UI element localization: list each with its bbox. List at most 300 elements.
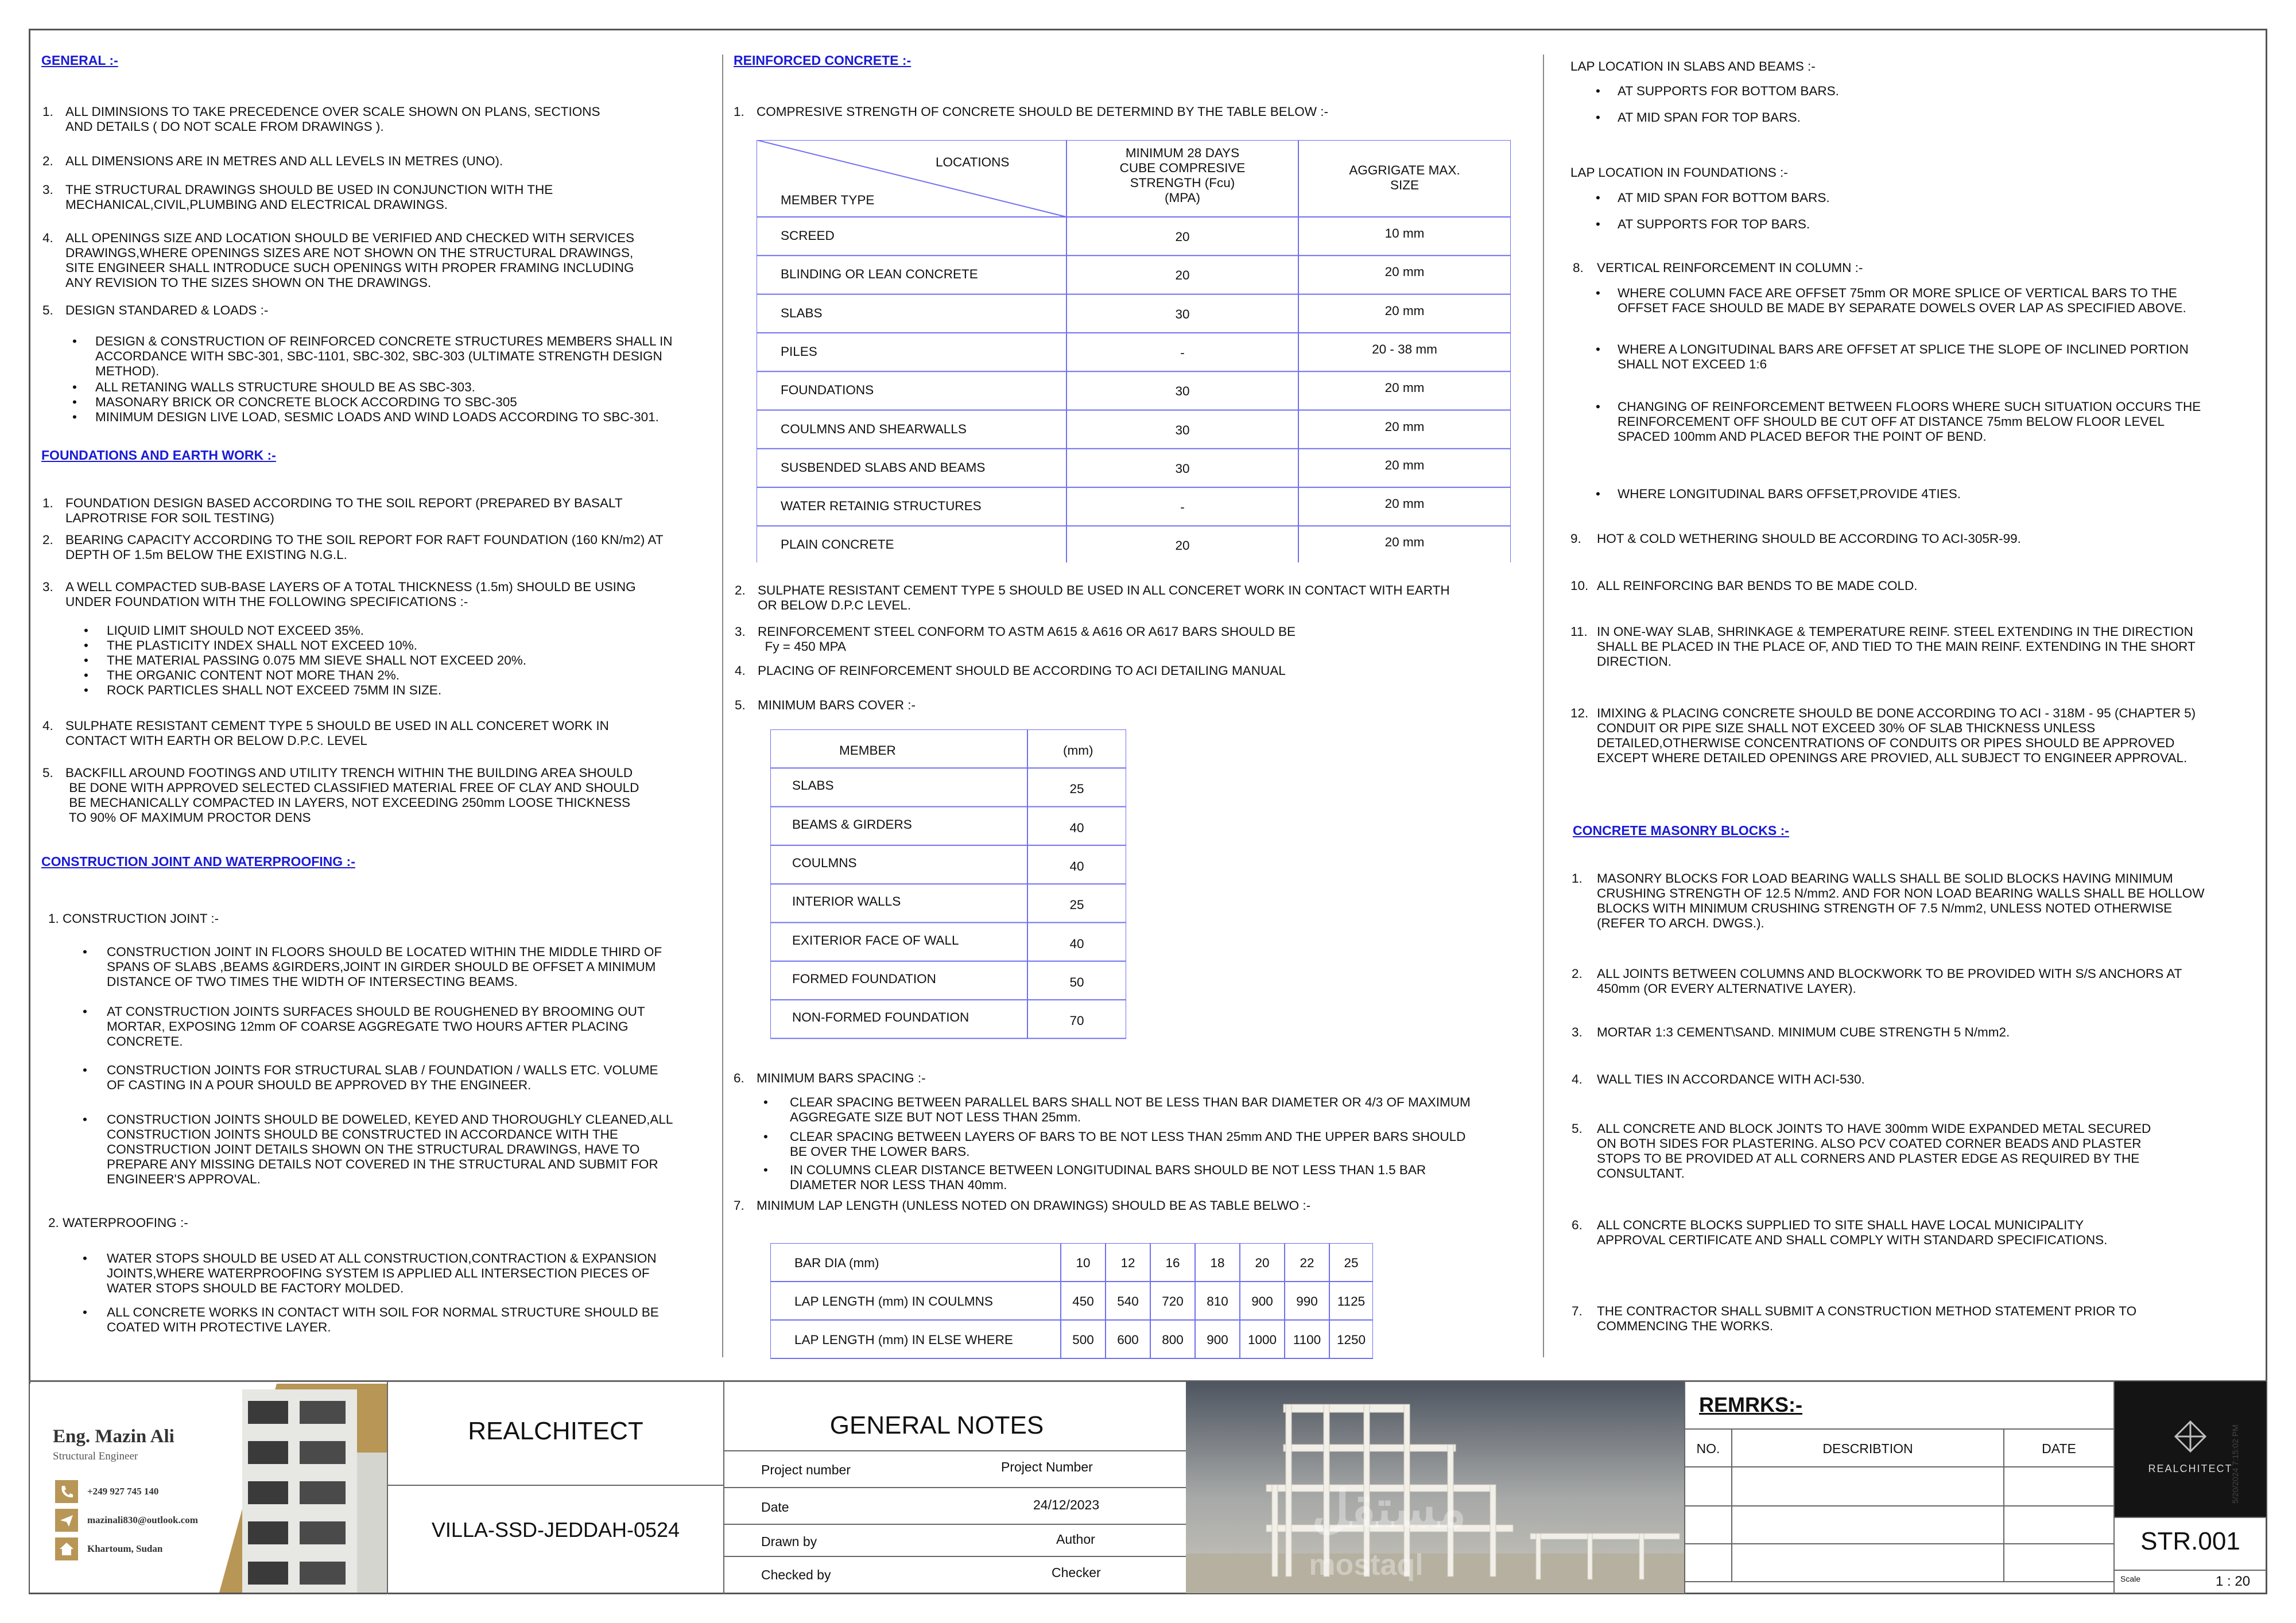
item-number: 3. — [735, 624, 746, 639]
member-type-cell: COULMNS AND SHEARWALLS — [781, 421, 967, 436]
item-number: 2. — [1572, 966, 1583, 981]
lap-row-label: BAR DIA (mm) — [794, 1256, 879, 1270]
item-text: MINIMUM BARS COVER :- — [758, 698, 916, 712]
right-notes-column — [1570, 53, 2259, 1356]
bullet-text: MINIMUM DESIGN LIVE LOAD, SESMIC LOADS AND WIND LOADS ACCORDING TO SBC-301. — [95, 410, 659, 424]
item-number: 11. — [1570, 624, 1588, 639]
item-text: WALL TIES IN ACCORDANCE WITH ACI-530. — [1597, 1072, 1865, 1086]
item-text: BEARING CAPACITY ACCORDING TO THE SOIL REPORT FOR RAFT FOUNDATION (160 KN/m2) AT — [65, 533, 664, 547]
bullet-dot: • — [1596, 399, 1600, 414]
lap-value-cell: 16 — [1165, 1256, 1180, 1270]
project-code: VILLA-SSD-JEDDAH-0524 — [431, 1518, 680, 1542]
item-text: CONDUIT OR PIPE SIZE SHALL NOT EXCEED 30% OF SLAB THICKNESS UNLESS — [1597, 721, 2096, 735]
bullet-dot: • — [83, 1063, 87, 1077]
bullet-dot: • — [83, 945, 87, 959]
bullet-text: CLEAR SPACING BETWEEN PARALLEL BARS SHALL NOT BE LESS THAN BAR DIAMETER OR 4/3 OF MAXIMUM — [790, 1095, 1471, 1109]
item-number: 6. — [734, 1071, 744, 1085]
cover-member-cell: EXITERIOR FACE OF WALL — [792, 933, 959, 948]
header-strength-line: CUBE COMPRESIVE — [1119, 161, 1246, 175]
lap-value-cell: 1000 — [1247, 1333, 1277, 1347]
item-text: MINIMUM BARS SPACING :- — [757, 1071, 926, 1085]
item-number: 4. — [42, 231, 53, 245]
project-number-label: Project number — [761, 1462, 851, 1477]
lap-value-cell: 22 — [1300, 1256, 1314, 1270]
cover-header-mm: (mm) — [1063, 743, 1093, 758]
item-number: 2. — [735, 583, 746, 597]
bullet-text: OF CASTING IN A POUR SHOULD BE APPROVED BY THE ENGINEER. — [107, 1078, 532, 1092]
bullet-text: AT MID SPAN FOR TOP BARS. — [1618, 110, 1801, 125]
engineer-location: Khartoum, Sudan — [87, 1543, 163, 1554]
bullet-text: CLEAR SPACING BETWEEN LAYERS OF BARS TO BE NOT LESS THAN 25mm AND THE UPPER BARS SHOULD — [790, 1129, 1466, 1144]
aggregate-cell: 20 mm — [1384, 380, 1425, 395]
engineer-role: Structural Engineer — [53, 1450, 138, 1462]
fcu-cell: 30 — [1175, 422, 1190, 437]
item-text: BE DONE WITH APPROVED SELECTED CLASSIFIED MATERIAL FREE OF CLAY AND SHOULD — [65, 781, 639, 795]
item-text: MORTAR 1:3 CEMENT\SAND. MINIMUM CUBE STRENGTH 5 N/mm2. — [1597, 1025, 2010, 1039]
divider — [724, 1487, 1186, 1488]
bullet-text: IN COLUMNS CLEAR DISTANCE BETWEEN LONGITUDINAL BARS SHOULD BE NOT LESS THAN 1.5 BAR — [790, 1163, 1426, 1177]
remarks-col-date: DATE — [2042, 1441, 2076, 1456]
bullet-text: WATER STOPS SHOULD BE FACTORY MOLDED. — [107, 1281, 404, 1295]
watermark-latin: mostaql — [1309, 1548, 1424, 1582]
cover-mm-cell: 40 — [1069, 820, 1084, 835]
item-text: ALL REINFORCING BAR BENDS TO BE MADE COLD. — [1597, 578, 1918, 593]
masonry-heading: CONCRETE MASONRY BLOCKS :- — [1573, 823, 1789, 838]
item-number: 1. — [734, 104, 744, 119]
divider — [387, 1380, 388, 1594]
item-number: 5. — [42, 303, 53, 317]
item-number: 2. — [42, 533, 53, 547]
item-text: APPROVAL CERTIFICATE AND SHALL COMPLY WITH STANDARD SPECIFICATIONS. — [1597, 1233, 2108, 1247]
bullet-text: SPANS OF SLABS ,BEAMS &GIRDERS,JOINT IN GIRDER SHOULD BE OFFSET A MINIMUM — [107, 960, 656, 974]
item-number: 6. — [1572, 1218, 1583, 1232]
cover-header-member: MEMBER — [839, 743, 896, 758]
bullet-text: OFFSET FACE SHOULD BE MADE BY SEPARATE DOWELS OVER LAP AS SPECIFIED ABOVE. — [1618, 301, 2186, 315]
item-number: 1. — [1572, 871, 1583, 886]
lap-value-cell: 500 — [1072, 1333, 1094, 1347]
header-aggregate-line: AGGRIGATE MAX. — [1349, 163, 1460, 177]
item-text: ALL CONCRTE BLOCKS SUPPLIED TO SITE SHALL HAVE LOCAL MUNICIPALITY — [1597, 1218, 2084, 1232]
item-text: DIRECTION. — [1597, 654, 1672, 669]
item-text: LAPROTRISE FOR SOIL TESTING) — [65, 511, 274, 525]
item-text: DESIGN STANDARED & LOADS :- — [65, 303, 269, 317]
home-icon — [55, 1537, 78, 1560]
watermark: مستقل — [1312, 1481, 1467, 1538]
bullet-dot: • — [72, 395, 77, 409]
member-type-cell: PILES — [781, 344, 817, 359]
divider — [1684, 1380, 1685, 1594]
cover-table-grid — [770, 729, 1126, 1039]
item-number: 3. — [42, 580, 53, 594]
item-number: 10. — [1570, 578, 1589, 593]
cover-mm-cell: 50 — [1069, 974, 1084, 989]
bullet-dot: • — [83, 1004, 87, 1019]
project-number-value: Project Number — [1001, 1459, 1093, 1474]
divider — [724, 1556, 1186, 1557]
bullet-text: JOINTS,WHERE WATERPROOFING SYSTEM IS APPLIED ALL INTERSECTION PIECES OF — [107, 1266, 650, 1280]
fcu-cell: 20 — [1175, 268, 1190, 283]
item-text: 450mm (OR EVERY ALTERNATIVE LAYER). — [1597, 981, 1856, 996]
fcu-cell: 30 — [1175, 461, 1190, 476]
item-text: ALL JOINTS BETWEEN COLUMNS AND BLOCKWORK TO BE PROVIDED WITH S/S ANCHORS AT — [1597, 966, 2182, 981]
bullet-dot: • — [84, 653, 88, 667]
bullet-text: METHOD). — [95, 364, 160, 378]
bullet-text: ENGINEER'S APPROVAL. — [107, 1172, 261, 1186]
cover-mm-cell: 40 — [1069, 936, 1084, 951]
aggregate-cell: 20 - 38 mm — [1372, 341, 1437, 356]
bullet-dot: • — [1596, 191, 1600, 205]
lap-value-cell: 1100 — [1293, 1333, 1321, 1347]
construction-heading: CONSTRUCTION JOINT AND WATERPROOFING :- — [41, 854, 355, 869]
column-divider — [722, 55, 723, 1357]
lap-value-cell: 900 — [1251, 1294, 1273, 1309]
date-value: 24/12/2023 — [1033, 1497, 1100, 1512]
item-text: MASONRY BLOCKS FOR LOAD BEARING WALLS SHALL BE SOLID BLOCKS HAVING MINIMUM — [1597, 871, 2173, 886]
item-text: HOT & COLD WETHERING SHOULD BE ACCORDING TO ACI-305R-99. — [1597, 531, 2021, 546]
engineer-card — [30, 1384, 387, 1593]
item-text: REINFORCEMENT STEEL CONFORM TO ASTM A615 & A616 OR A617 BARS SHOULD BE — [758, 624, 1296, 639]
item-text: FOUNDATION DESIGN BASED ACCORDING TO THE SOIL REPORT (PREPARED BY BASALT — [65, 496, 623, 510]
item-text: ALL DIMINSIONS TO TAKE PRECEDENCE OVER SCALE SHOWN ON PLANS, SECTIONS — [65, 104, 600, 119]
divider — [388, 1485, 723, 1486]
bullet-text: DESIGN & CONSTRUCTION OF REINFORCED CONCRETE STRUCTURES MEMBERS SHALL IN — [95, 334, 673, 348]
bullet-text: CONCRETE. — [107, 1034, 183, 1049]
company-logo — [2115, 1381, 2266, 1517]
item-text: ANY REVISION TO THE SIZES SHOWN ON THE DRAWINGS. — [65, 275, 432, 290]
item-text: SULPHATE RESISTANT CEMENT TYPE 5 SHOULD BE USED IN ALL CONCERET WORK IN — [65, 719, 609, 733]
item-text: SITE ENGINEER SHALL INTRODUCE SUCH OPENINGS WITH PROPER FRAMING INCLUDING — [65, 261, 634, 275]
scale-label: Scale — [2120, 1574, 2141, 1583]
aggregate-cell: 20 mm — [1384, 265, 1425, 279]
item-text: THE CONTRACTOR SHALL SUBMIT A CONSTRUCTION METHOD STATEMENT PRIOR TO — [1597, 1304, 2137, 1318]
item-number: 1. — [42, 104, 53, 119]
item-text: CONTACT WITH EARTH OR BELOW D.P.C. LEVEL — [65, 733, 367, 748]
item-number: 1. — [42, 496, 53, 510]
bullet-text: AT MID SPAN FOR BOTTOM BARS. — [1618, 191, 1830, 205]
cover-member-cell: SLABS — [792, 778, 834, 793]
fcu-cell: 20 — [1175, 230, 1190, 244]
lap-value-cell: 450 — [1072, 1294, 1094, 1309]
item-text: VERTICAL REINFORCEMENT IN COLUMN :- — [1597, 261, 1863, 275]
item-number: 12. — [1570, 706, 1589, 720]
cover-mm-cell: 25 — [1069, 782, 1084, 797]
sheet-number: STR.001 — [2140, 1527, 2240, 1555]
remarks-title: REMRKS:- — [1699, 1393, 1802, 1416]
reinforced-heading: REINFORCED CONCRETE :- — [734, 53, 912, 68]
item-text: AND DETAILS ( DO NOT SCALE FROM DRAWINGS ). — [65, 119, 384, 134]
bullet-dot: • — [83, 1305, 87, 1319]
bullet-text: MORTAR, EXPOSING 12mm OF COARSE AGGREGATE TWO HOURS AFTER PLACING — [107, 1019, 629, 1034]
item-text: STOPS TO BE PROVIDED AT ALL CORNERS AND PLASTER EDGE AS REQUIRED BY THE — [1597, 1151, 2140, 1166]
bullet-text: REINFORCEMENT OFF SHOULD BE CUT OFF AT DISTANCE 75mm BELOW FLOOR LEVEL — [1618, 414, 2165, 429]
fcu-cell: - — [1180, 500, 1185, 515]
title-block — [29, 1380, 2267, 1594]
lap-value-cell: 1125 — [1337, 1294, 1366, 1309]
item-text: UNDER FOUNDATION WITH THE FOLLOWING SPECIFICATIONS :- — [65, 595, 468, 609]
header-strength-line: MINIMUM 28 DAYS — [1125, 146, 1240, 160]
item-text: CRUSHING STRENGTH OF 12.5 N/mm2. AND FOR NON LOAD BEARING WALLS SHALL BE HOLLOW — [1597, 886, 2205, 900]
bullet-text: THE PLASTICITY INDEX SHALL NOT EXCEED 10%. — [107, 638, 417, 653]
bullet-text: WATER STOPS SHOULD BE USED AT ALL CONSTRUCTION,CONTRACTION & EXPANSION — [107, 1251, 657, 1265]
bullet-text: THE ORGANIC CONTENT NOT MORE THAN 2%. — [107, 668, 400, 682]
company-name: REALCHITECT — [468, 1417, 643, 1445]
item-number: 8. — [1573, 261, 1584, 275]
general-notes-column — [41, 53, 713, 1356]
title-block-top-rule — [29, 1380, 2267, 1382]
logo-mark-icon — [2115, 1381, 2266, 1517]
item-text: DRAWINGS,WHERE OPENINGS SIZES ARE NOT SHOWN ON THE STRUCTURAL DRAWINGS, — [65, 246, 634, 260]
item-text: COMPRESIVE STRENGTH OF CONCRETE SHOULD BE DETERMIND BY THE TABLE BELOW :- — [757, 104, 1328, 119]
bullet-dot: • — [72, 380, 77, 394]
bullet-text: CONSTRUCTION JOINTS SHOULD BE DOWELED, KEYED AND THOROUGHLY CLEANED,ALL — [107, 1112, 673, 1127]
cover-mm-cell: 70 — [1069, 1014, 1084, 1028]
item-text: SHALL BE PLACED IN THE PLACE OF, AND TIED TO THE MAIN REINF. EXTENDING IN THE SHORT — [1597, 639, 2196, 654]
bullet-text: ACCORDANCE WITH SBC-301, SBC-1101, SBC-302, SBC-303 (ULTIMATE STRENGTH DESIGN — [95, 349, 662, 363]
bullet-dot: • — [763, 1163, 768, 1177]
engineer-name: Eng. Mazin Ali — [53, 1426, 174, 1447]
bullet-dot: • — [1596, 110, 1600, 125]
item-text: ALL OPENINGS SIZE AND LOCATION SHOULD BE VERIFIED AND CHECKED WITH SERVICES — [65, 231, 635, 245]
divider — [2115, 1570, 2266, 1571]
bullet-dot: • — [83, 1251, 87, 1265]
bullet-text: AGGREGATE SIZE BUT NOT LESS THAN 25mm. — [790, 1110, 1081, 1124]
item-number: 5. — [1572, 1121, 1583, 1136]
lap-foundations-title: LAP LOCATION IN FOUNDATIONS :- — [1570, 165, 1788, 180]
cover-member-cell: INTERIOR WALLS — [792, 894, 901, 909]
bullet-text: PREPARE ANY MISSING DETAILS NOT COVERED IN THE STRUCTURAL AND SUBMIT FOR — [107, 1157, 658, 1171]
bullet-dot: • — [72, 410, 77, 424]
building-illustration — [30, 1384, 387, 1593]
member-type-cell: BLINDING OR LEAN CONCRETE — [781, 267, 978, 282]
member-type-cell: PLAIN CONCRETE — [781, 537, 894, 552]
item-text: MINIMUM LAP LENGTH (UNLESS NOTED ON DRAWINGS) SHOULD BE AS TABLE BELWO :- — [757, 1198, 1311, 1213]
bullet-text: CONSTRUCTION JOINTS FOR STRUCTURAL SLAB / FOUNDATION / WALLS ETC. VOLUME — [107, 1063, 658, 1077]
bullet-text: SPACED 100mm AND PLACED BEFOR THE POINT OF BEND. — [1618, 429, 1987, 444]
lap-value-cell: 540 — [1117, 1294, 1139, 1309]
fcu-cell: 20 — [1175, 538, 1190, 553]
bullet-text: WHERE A LONGITUDINAL BARS ARE OFFSET AT SPLICE THE SLOPE OF INCLINED PORTION — [1618, 342, 2189, 356]
item-text: CONSULTANT. — [1597, 1166, 1685, 1181]
bullet-text: ROCK PARTICLES SHALL NOT EXCEED 75MM IN SIZE. — [107, 683, 442, 697]
bullet-text: SHALL NOT EXCEED 1:6 — [1618, 357, 1767, 371]
lap-value-cell: 25 — [1344, 1256, 1359, 1270]
member-type-cell: FOUNDATIONS — [781, 383, 874, 398]
item-number: 5. — [735, 698, 746, 712]
bullet-dot: • — [84, 668, 88, 682]
bullet-text: LIQUID LIMIT SHOULD NOT EXCEED 35%. — [107, 623, 364, 638]
lap-value-cell: 12 — [1120, 1256, 1135, 1270]
bullet-dot: • — [83, 1112, 87, 1127]
item-text: EXCEPT WHERE DETAILED OPENINGS ARE PROVIED, ALL SUBJECT TO ENGINEER APPROVAL. — [1597, 751, 2188, 765]
lap-row-label: LAP LENGTH (mm) IN ELSE WHERE — [794, 1333, 1013, 1347]
item-number: 7. — [1572, 1304, 1583, 1318]
member-type-cell: SUSBENDED SLABS AND BEAMS — [781, 460, 986, 475]
phone-icon — [55, 1480, 78, 1503]
lap-value-cell: 800 — [1162, 1333, 1184, 1347]
bullet-dot: • — [84, 623, 88, 638]
item-number: 2. — [42, 154, 53, 168]
item-number: 9. — [1570, 531, 1581, 546]
bullet-dot: • — [763, 1095, 768, 1109]
item-text: BACKFILL AROUND FOOTINGS AND UTILITY TRENCH WITHIN THE BUILDING AREA SHOULD — [65, 766, 633, 780]
bullet-text: COATED WITH PROTECTIVE LAYER. — [107, 1320, 331, 1334]
bullet-dot: • — [84, 683, 88, 697]
cover-mm-cell: 40 — [1069, 859, 1084, 873]
item-number: 5. — [42, 766, 53, 780]
aggregate-cell: 20 mm — [1384, 457, 1425, 472]
item-text: BLOCKS WITH MINIMUM CRUSHING STRENGTH OF 7.5 N/mm2, UNLESS NOTED OTHERWISE — [1597, 901, 2173, 915]
date-label: Date — [761, 1500, 789, 1515]
item-number: 7. — [734, 1198, 744, 1213]
divider — [1685, 1466, 2113, 1467]
bullet-text: CONSTRUCTION JOINT IN FLOORS SHOULD BE LOCATED WITHIN THE MIDDLE THIRD OF — [107, 945, 662, 959]
member-type-cell: SLABS — [781, 305, 823, 320]
header-strength-line: (MPA) — [1164, 191, 1201, 205]
item-number: 4. — [735, 663, 746, 678]
divider — [724, 1524, 1186, 1525]
cover-mm-cell: 25 — [1069, 898, 1084, 913]
checked-by-label: Checked by — [761, 1567, 831, 1582]
item-text: A WELL COMPACTED SUB-BASE LAYERS OF A TOTAL THICKNESS (1.5m) SHOULD BE USING — [65, 580, 636, 594]
divider — [1685, 1428, 2113, 1430]
bullet-text: DISTANCE OF TWO TIMES THE WIDTH OF INTERSECTING BEAMS. — [107, 974, 518, 989]
lap-value-cell: 20 — [1255, 1256, 1270, 1270]
bullet-text: AT SUPPORTS FOR BOTTOM BARS. — [1618, 84, 1839, 98]
bullet-text: MASONARY BRICK OR CONCRETE BLOCK ACCORDING TO SBC-305 — [95, 395, 517, 409]
item-text: ALL CONCRETE AND BLOCK JOINTS TO HAVE 300mm WIDE EXPANDED METAL SECURED — [1597, 1121, 2151, 1136]
lap-value-cell: 810 — [1207, 1294, 1228, 1309]
item-text: IN ONE-WAY SLAB, SHRINKAGE & TEMPERATURE REINF. STEEL EXTENDING IN THE DIRECTION — [1597, 624, 2193, 639]
bullet-text: CONSTRUCTION JOINT DETAILS SHOWN ON THE STRUCTURAL DRAWINGS, HAVE TO — [107, 1142, 640, 1156]
item-text: THE STRUCTURAL DRAWINGS SHOULD BE USED IN CONJUNCTION WITH THE — [65, 183, 553, 197]
cover-member-cell: FORMED FOUNDATION — [792, 971, 936, 986]
bullet-dot: • — [1596, 342, 1600, 356]
checked-by-value: Checker — [1052, 1565, 1101, 1580]
waterproofing-title: 2. WATERPROOFING :- — [48, 1216, 188, 1230]
bullet-text: ALL CONCRETE WORKS IN CONTACT WITH SOIL FOR NORMAL STRUCTURE SHOULD BE — [107, 1305, 659, 1319]
member-type-cell: SCREED — [781, 228, 835, 243]
lap-row-label: LAP LENGTH (mm) IN COULMNS — [794, 1294, 993, 1309]
bullet-dot: • — [84, 638, 88, 653]
item-text: DETAILED,OTHERWISE CONCENTRATIONS OF CONDUITS OR PIPES SHOULD BE APPROVED — [1597, 736, 2175, 750]
item-text: ON BOTH SIDES FOR PLASTERING. ALSO PCV COATED CORNER BEADS AND PLASTER — [1597, 1136, 2142, 1151]
cover-member-cell: COULMNS — [792, 855, 857, 870]
print-timestamp: 5/20/2024 7:15:02 PM — [2231, 1424, 2240, 1504]
lap-value-cell: 720 — [1162, 1294, 1184, 1309]
logo-text: REALCHITECT — [2148, 1463, 2233, 1474]
bullet-dot: • — [1596, 286, 1600, 300]
sheet-title: GENERAL NOTES — [829, 1411, 1044, 1439]
divider — [1685, 1543, 2113, 1544]
item-text: MECHANICAL,CIVIL,PLUMBING AND ELECTRICAL DRAWINGS. — [65, 197, 448, 212]
lap-value-cell: 10 — [1076, 1256, 1091, 1270]
remarks-col-no: NO. — [1696, 1441, 1720, 1456]
divider — [724, 1450, 1186, 1451]
lap-value-cell: 18 — [1210, 1256, 1225, 1270]
aggregate-cell: 10 mm — [1384, 226, 1425, 240]
bullet-text: CHANGING OF REINFORCEMENT BETWEEN FLOORS WHERE SUCH SITUATION OCCURS THE — [1618, 399, 2201, 414]
header-locations: LOCATIONS — [936, 155, 1010, 169]
foundations-heading: FOUNDATIONS AND EARTH WORK :- — [41, 448, 276, 463]
lap-value-cell: 1250 — [1336, 1333, 1366, 1347]
aggregate-cell: 20 mm — [1384, 303, 1425, 318]
compressive-strength-table — [757, 140, 1511, 562]
item-text: IMIXING & PLACING CONCRETE SHOULD BE DONE ACCORDING TO ACI - 318M - 95 (CHAPTER 5) — [1597, 706, 2196, 720]
structure-render — [1186, 1381, 1684, 1593]
drawn-by-label: Drawn by — [761, 1534, 817, 1549]
remarks-col-description: DESCRIBTION — [1822, 1441, 1913, 1456]
bullet-text: AT SUPPORTS FOR TOP BARS. — [1618, 217, 1810, 231]
bullet-dot: • — [1596, 84, 1600, 98]
reinforced-concrete-column — [734, 53, 1537, 1361]
header-member-type: MEMBER TYPE — [781, 193, 875, 207]
divider — [2115, 1517, 2266, 1518]
header-aggregate — [1298, 163, 1511, 193]
aggregate-cell: 20 mm — [1384, 535, 1425, 550]
bullet-text: WHERE COLUMN FACE ARE OFFSET 75mm OR MORE SPLICE OF VERTICAL BARS TO THE — [1618, 286, 2177, 300]
lap-value-cell: 900 — [1207, 1333, 1228, 1347]
bullet-dot: • — [1596, 487, 1600, 501]
engineer-phone: +249 927 745 140 — [87, 1486, 159, 1497]
item-text: DEPTH OF 1.5m BELOW THE EXISTING N.G.L. — [65, 548, 347, 562]
bullet-dot: • — [1596, 217, 1600, 231]
bullet-text: WHERE LONGITUDINAL BARS OFFSET,PROVIDE 4TIES. — [1618, 487, 1961, 501]
header-strength-line: STRENGTH (Fcu) — [1130, 176, 1235, 190]
divider — [1685, 1581, 2113, 1582]
bullet-text: ALL RETANING WALLS STRUCTURE SHOULD BE AS SBC-303. — [95, 380, 475, 394]
email-icon — [55, 1509, 78, 1532]
lap-length-table — [770, 1243, 1373, 1359]
item-text: BE MECHANICALLY COMPACTED IN LAYERS, NOT EXCEEDING 250mm LOOSE THICKNESS — [65, 795, 630, 810]
bullet-text: DIAMETER NOR LESS THAN 40mm. — [790, 1178, 1007, 1192]
bullet-dot: • — [763, 1129, 768, 1144]
cover-member-cell: NON-FORMED FOUNDATION — [792, 1010, 969, 1025]
general-heading: GENERAL :- — [41, 53, 118, 68]
aggregate-cell: 20 mm — [1384, 419, 1425, 434]
bullet-text: AT CONSTRUCTION JOINTS SURFACES SHOULD BE ROUGHENED BY BROOMING OUT — [107, 1004, 645, 1019]
cover-member-cell: BEAMS & GIRDERS — [792, 817, 912, 832]
item-number: 4. — [1572, 1072, 1583, 1086]
item-text: SULPHATE RESISTANT CEMENT TYPE 5 SHOULD BE USED IN ALL CONCERET WORK IN CONTACT WITH EARTH — [758, 583, 1450, 597]
lap-value-cell: 600 — [1117, 1333, 1139, 1347]
lap-slabs-title: LAP LOCATION IN SLABS AND BEAMS :- — [1570, 59, 1816, 73]
aggregate-cell: 20 mm — [1384, 496, 1425, 511]
fcu-cell: 30 — [1175, 306, 1190, 321]
item-number: 3. — [1572, 1025, 1583, 1039]
item-text: OR BELOW D.P.C LEVEL. — [758, 598, 912, 612]
bullet-text: THE MATERIAL PASSING 0.075 MM SIEVE SHALL NOT EXCEED 20%. — [107, 653, 527, 667]
bars-cover-table — [770, 729, 1126, 1039]
member-type-cell: WATER RETAINIG STRUCTURES — [781, 499, 982, 514]
item-number: 4. — [42, 719, 53, 733]
item-number: 3. — [42, 183, 53, 197]
scale-value: 1 : 20 — [2216, 1574, 2251, 1589]
bullet-text: BE OVER THE LOWER BARS. — [790, 1144, 970, 1159]
drawn-by-value: Author — [1056, 1532, 1095, 1547]
item-text: Fy = 450 MPA — [758, 639, 847, 654]
lap-value-cell: 990 — [1296, 1294, 1318, 1309]
item-text: (REFER TO ARCH. DWGS.). — [1597, 916, 1764, 930]
fcu-cell: - — [1180, 345, 1185, 360]
item-text: ALL DIMENSIONS ARE IN METRES AND ALL LEVELS IN METRES (UNO). — [65, 154, 503, 168]
item-text: TO 90% OF MAXIMUM PROCTOR DENS — [65, 810, 311, 825]
item-text: COMMENCING THE WORKS. — [1597, 1319, 1774, 1333]
bullet-dot: • — [72, 334, 77, 348]
engineer-email: mazinali830@outlook.com — [87, 1515, 198, 1525]
construction-joint-title: 1. CONSTRUCTION JOINT :- — [48, 911, 219, 926]
bullet-text: CONSTRUCTION JOINTS SHOULD BE CONSTRUCTED IN ACCORDANCE WITH THE — [107, 1127, 618, 1141]
column-divider — [1543, 55, 1544, 1357]
